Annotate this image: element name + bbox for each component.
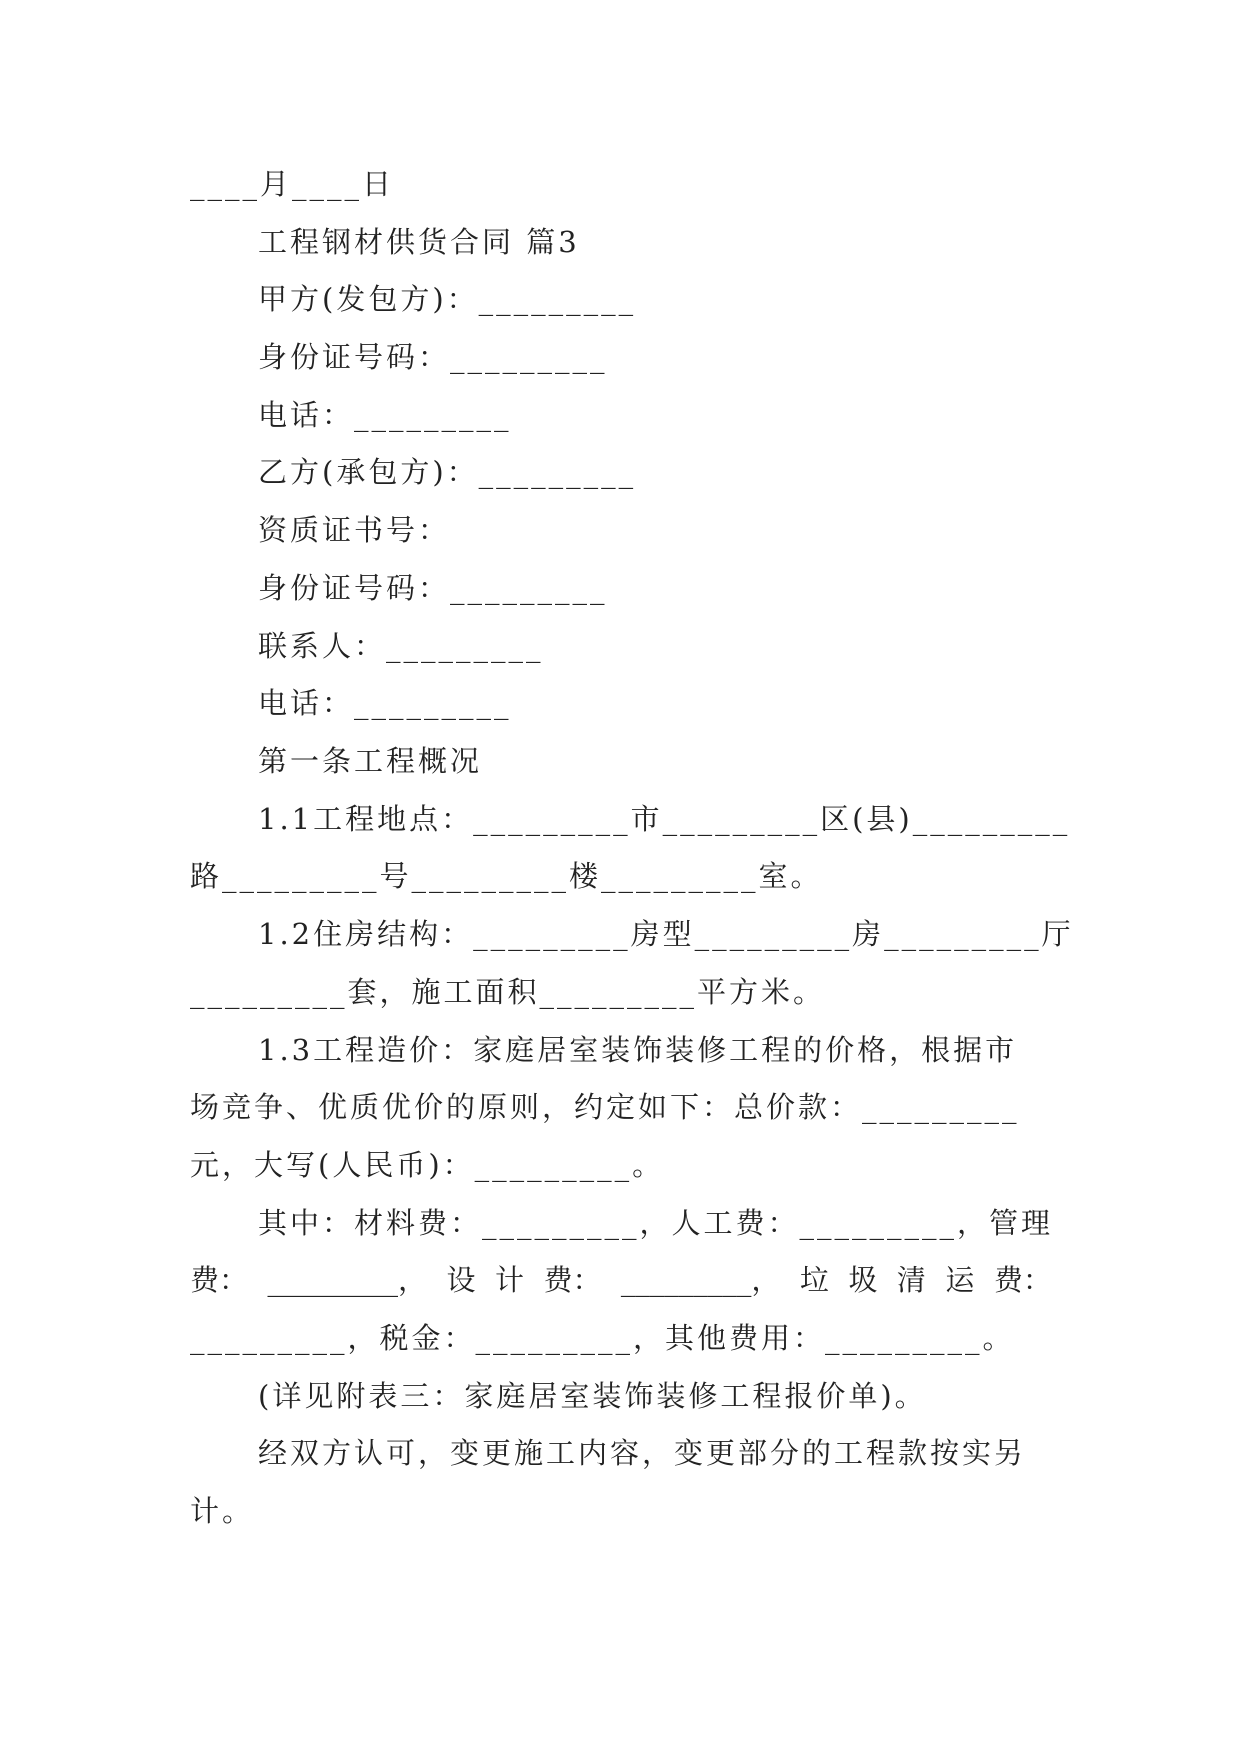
fees-line-2-part: 垃 — [799, 1263, 829, 1297]
article-1-heading: 第一条工程概况 — [258, 744, 483, 778]
fees-line-2-part: 费： — [543, 1263, 602, 1297]
fees-line-1: 其中：材料费：_________，人工费：_________，管理 — [258, 1206, 1054, 1240]
party-a-line: 甲方(发包方)：_________ — [258, 282, 637, 316]
fees-line-2-part: 清 — [896, 1263, 926, 1297]
change-clause-line-1: 经双方认可，变更施工内容，变更部分的工程款按实另 — [258, 1436, 1027, 1470]
fees-line-2-part: 圾 — [848, 1263, 878, 1297]
clause-1-2-line-1: 1.2住房结构：_________房型_________房_________厅 — [258, 917, 1074, 951]
party-b-line: 乙方(承包方)：_________ — [258, 455, 637, 489]
qualification-line: 资质证书号： — [258, 513, 451, 547]
fees-line-2 — [190, 1258, 1052, 1302]
clause-1-2-line-2: _________套，施工面积_________平方米。 — [190, 975, 826, 1009]
party-a-phone-line: 电话：_________ — [258, 398, 512, 432]
fees-line-2-part: 费： — [993, 1263, 1052, 1297]
fees-line-3: _________，税金：_________，其他费用：_________。 — [190, 1321, 1015, 1355]
clause-1-3-line-2: 场竞争、优质优价的原则，约定如下：总价款：_________ — [190, 1090, 1020, 1124]
party-b-phone-line: 电话：_________ — [258, 686, 512, 720]
fees-line-2-part: 设 — [446, 1263, 476, 1297]
date-line: ____月____日 — [190, 167, 395, 201]
contact-line: 联系人：_________ — [258, 629, 544, 663]
quotation-note: (详见附表三：家庭居室装饰装修工程报价单)。 — [258, 1379, 927, 1413]
party-b-id-line: 身份证号码：_________ — [258, 571, 608, 605]
change-clause-line-2: 计。 — [190, 1494, 255, 1528]
clause-1-1-line-2: 路_________号_________楼_________室。 — [190, 859, 823, 893]
document-title: 工程钢材供货合同 篇3 — [258, 225, 580, 259]
clause-1-1-line-1: 1.1工程地点：_________市_________区(县)_________ — [258, 802, 1071, 836]
fees-line-2-part: 运 — [945, 1263, 975, 1297]
fees-line-2-part: _________， — [267, 1263, 427, 1297]
clause-1-3-line-3: 元，大写(人民币)：_________。 — [190, 1148, 665, 1182]
clause-1-3-line-1: 1.3工程造价：家庭居室装饰装修工程的价格，根据市 — [258, 1033, 1018, 1067]
fees-line-2-part: 计 — [494, 1263, 524, 1297]
fees-line-2-part: _________， — [620, 1263, 781, 1297]
fees-line-2-part: 费： — [190, 1263, 249, 1297]
party-a-id-line: 身份证号码：_________ — [258, 340, 608, 374]
